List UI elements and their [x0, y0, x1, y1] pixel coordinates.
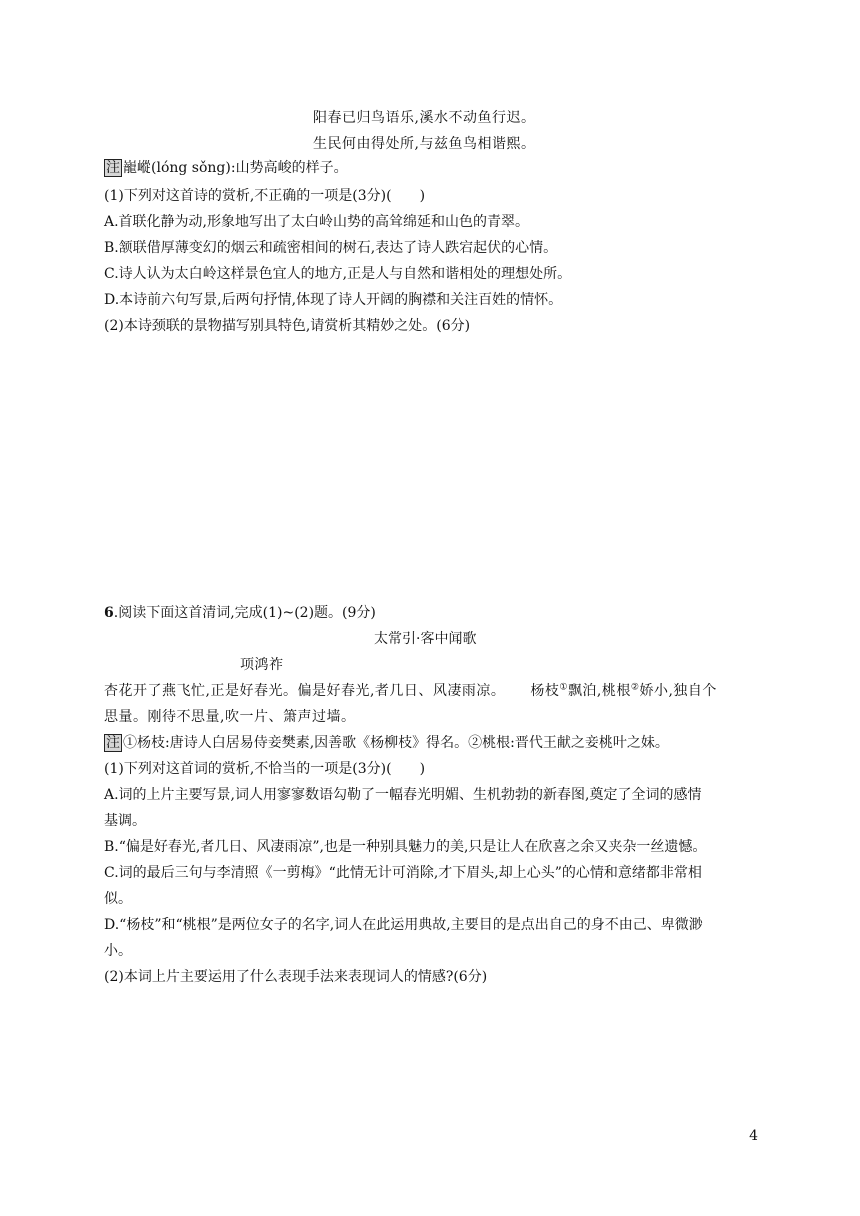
- option-a: A.词的上片主要写景,词人用寥寥数语勾勒了一幅春光明媚、生机勃勃的新春图,奠定了全词的感情: [104, 787, 702, 803]
- option-d-cont: 小。: [104, 943, 132, 959]
- question-text: .阅读下面这首清词,完成(1)~(2)题。(9分): [113, 605, 376, 621]
- poem-line: [104, 681, 717, 701]
- question-number: 6: [104, 605, 114, 621]
- note-tag: 注: [106, 160, 120, 176]
- poem-text: 杨枝: [530, 683, 560, 699]
- note-text: 巃嵷(lóng sǒng):山势高峻的样子。: [123, 160, 348, 176]
- question-6-prompt: [104, 603, 376, 623]
- annotation-note: [104, 733, 669, 753]
- option-b: B.颔联借厚薄变幻的烟云和疏密相间的树石,表达了诗人跌宕起伏的心情。: [104, 240, 558, 256]
- option-a: A.首联化静为动,形象地写出了太白岭山势的高耸绵延和山色的青翠。: [104, 214, 530, 230]
- poem-text: 娇小,独自个: [639, 683, 717, 699]
- subquestion-2: (2)本诗颈联的景物描写别具特色,请赏析其精妙之处。(6分): [104, 318, 471, 334]
- footnote-marker: ②: [630, 682, 640, 693]
- subquestion-1: (1)下列对这首词的赏析,不恰当的一项是(3分)( ): [104, 761, 426, 777]
- poem-line: 生民何由得处所,与兹鱼鸟相谐熙。: [313, 136, 536, 152]
- poem-title: 太常引·客中闻歌: [374, 631, 477, 647]
- footnote-marker: ①: [559, 682, 568, 693]
- note-text: ①杨枝:唐诗人白居易侍妾樊素,因善歌《杨柳枝》得名。②桃根:晋代王献之妾桃叶之妹。: [123, 735, 669, 751]
- option-c: C.词的最后三句与李清照《一剪梅》“此情无计可消除,才下眉头,却上心头”的心情和意绪都非常相: [104, 865, 702, 881]
- option-c-cont: 似。: [104, 891, 132, 907]
- annotation-note: [104, 158, 348, 178]
- option-d: D.“杨枝”和“桃根”是两位女子的名字,词人在此运用典故,主要目的是点出自己的身不由己、卑微渺: [104, 917, 703, 933]
- page-number: 4: [749, 1128, 758, 1144]
- option-a-cont: 基调。: [104, 813, 146, 829]
- poem-text: 杏花开了燕飞忙,正是好春光。偏是好春光,者几日、风凄雨凉。: [104, 683, 506, 699]
- option-b: B.“偏是好春光,者几日、风凄雨凉”,也是一种别具魅力的美,只是让人在欣喜之余又夹杂一丝遗憾。: [104, 839, 707, 855]
- option-c: C.诗人认为太白岭这样景色宜人的地方,正是人与自然和谐相处的理想处所。: [104, 266, 572, 282]
- note-tag: 注: [106, 735, 120, 751]
- poem-text: 飘泊,桃根: [567, 683, 631, 699]
- poem-line: 阳春已归鸟语乐,溪水不动鱼行迟。: [313, 110, 536, 126]
- poem-line: 思量。刚待不思量,吹一片、箫声过墙。: [104, 709, 356, 725]
- subquestion-1: (1)下列对这首诗的赏析,不正确的一项是(3分)( ): [104, 188, 426, 204]
- option-d: D.本诗前六句写景,后两句抒情,体现了诗人开阔的胸襟和关注百姓的情怀。: [104, 292, 563, 308]
- subquestion-2: (2)本词上片主要运用了什么表现手法来表现词人的情感?(6分): [104, 969, 488, 985]
- poem-author: 项鸿祚: [240, 657, 284, 673]
